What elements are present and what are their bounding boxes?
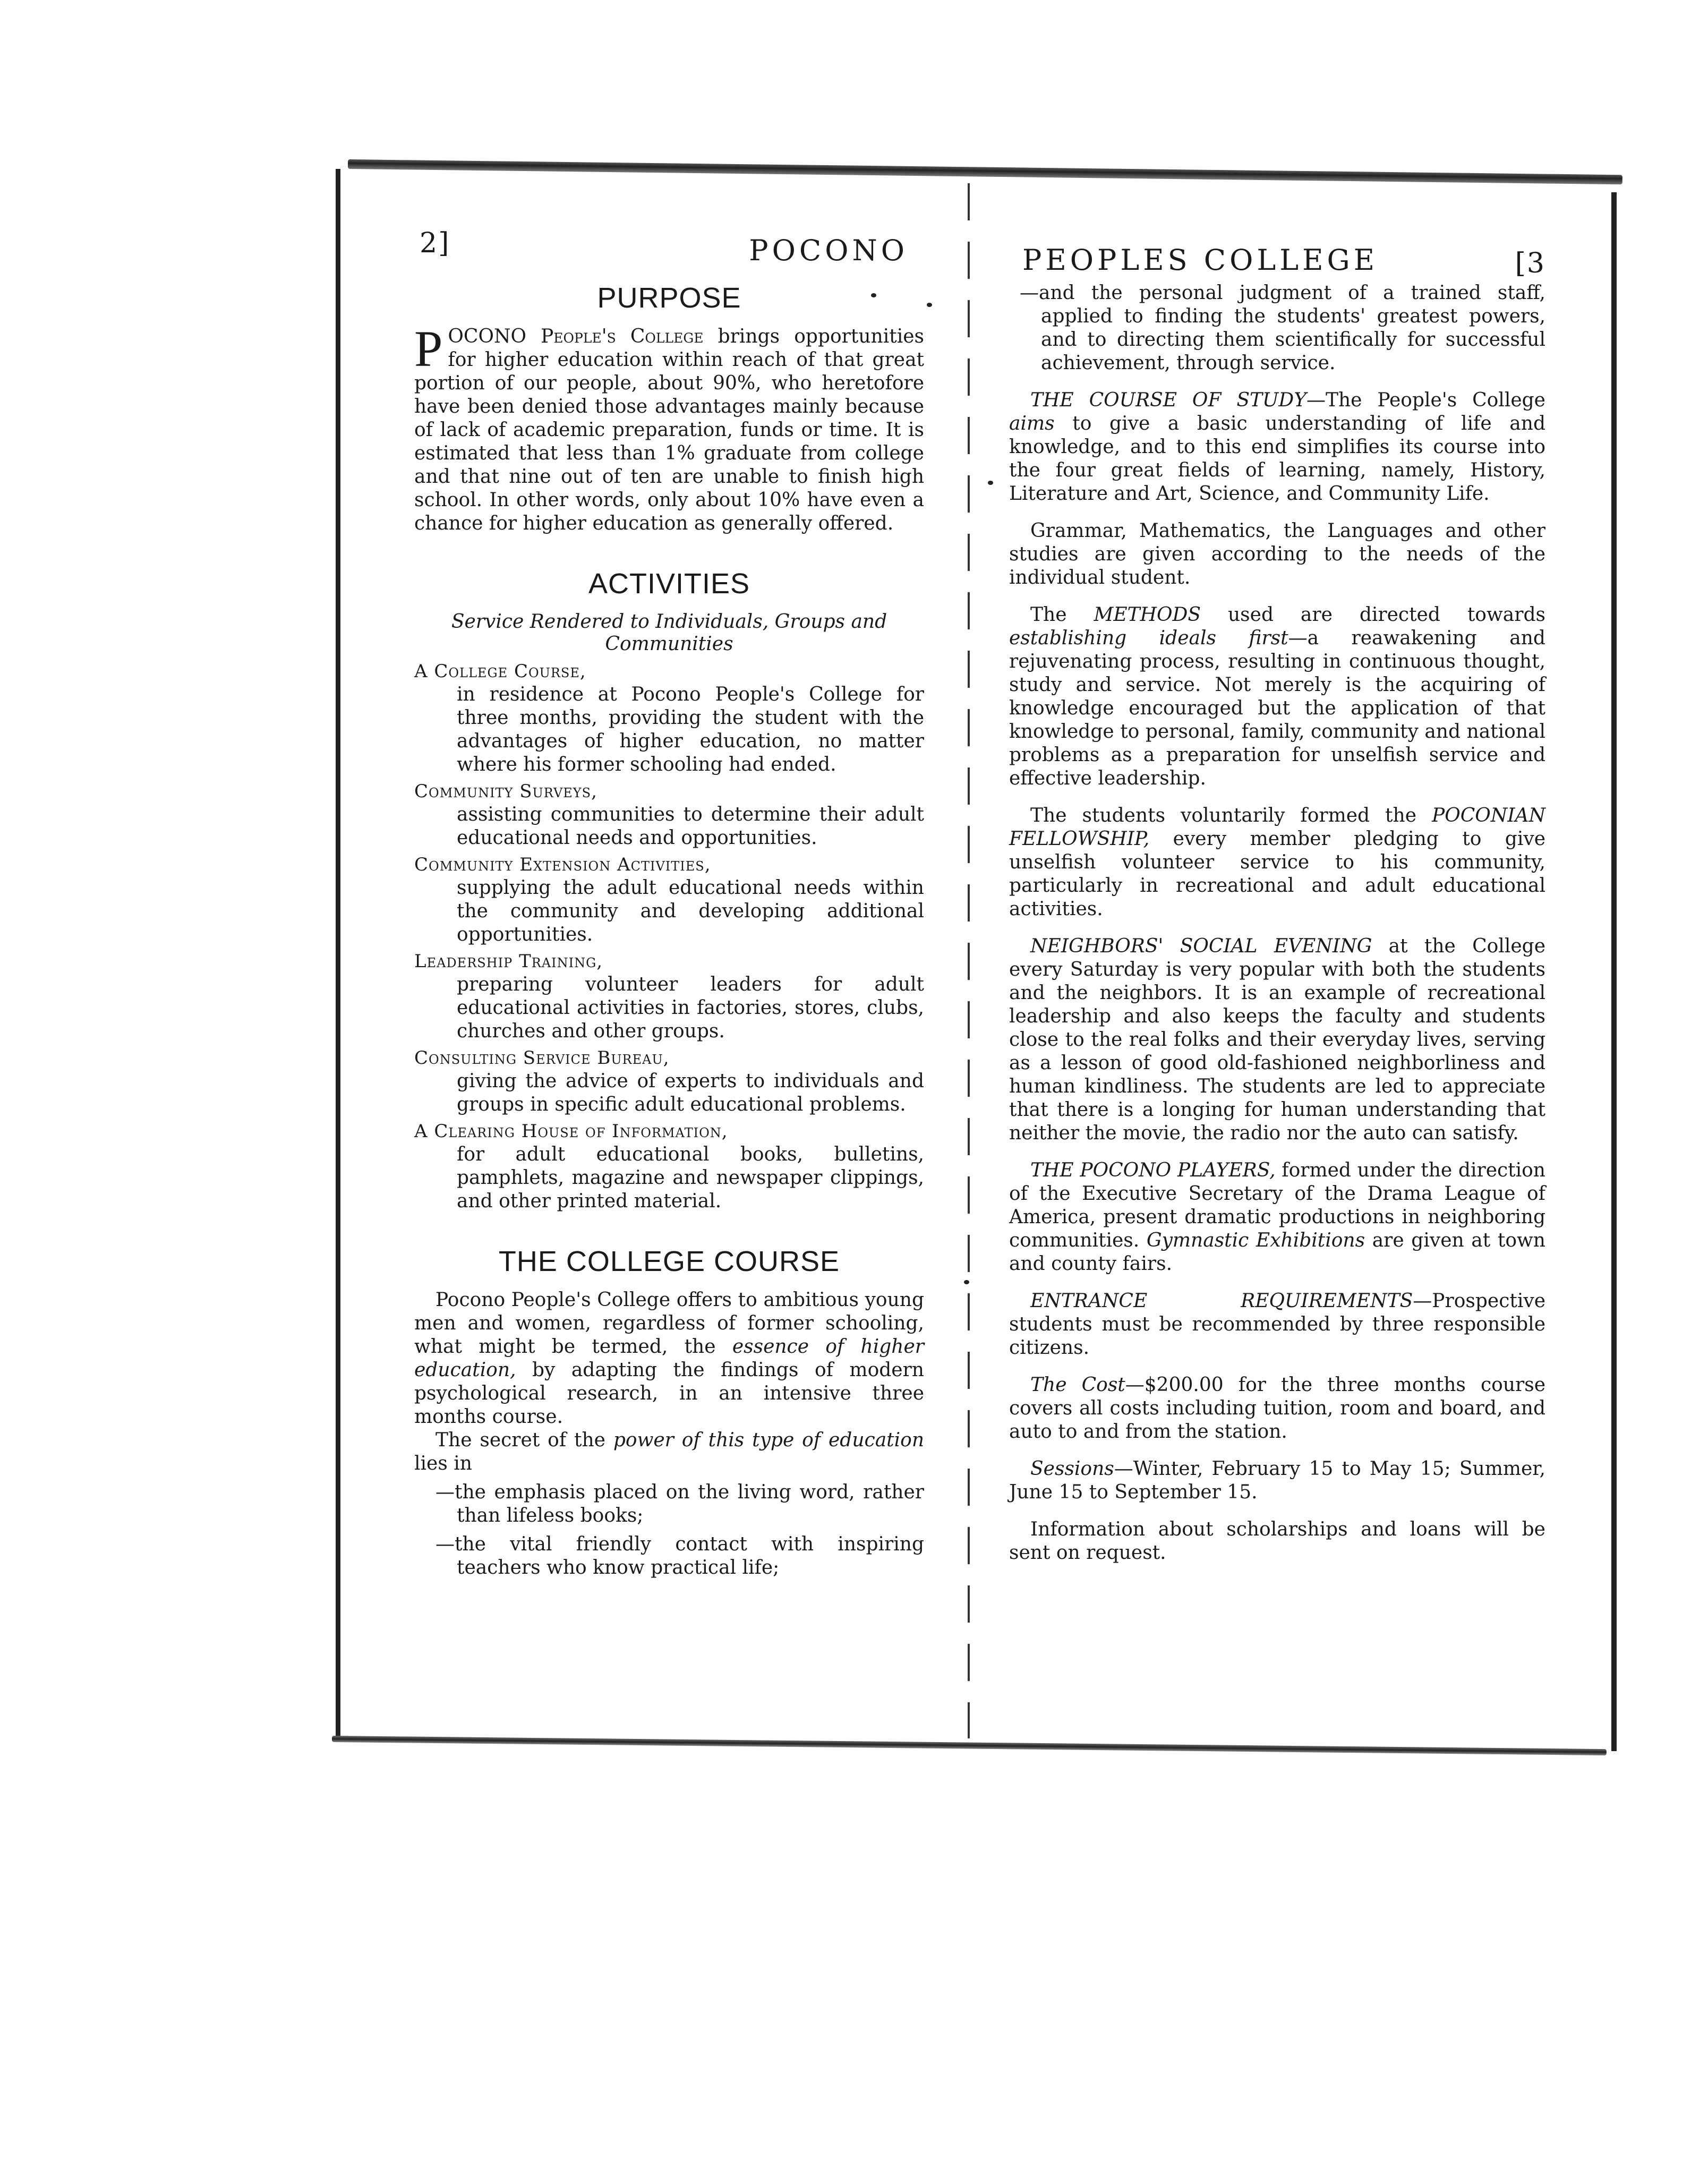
purpose-lead: OCONO People's College bbox=[448, 326, 704, 347]
activity-description: preparing volunteer leaders for adult educational activities in factories, stores, clubs, churches and other groups. bbox=[457, 974, 924, 1042]
left-page bbox=[414, 223, 924, 1580]
scan-page-edge-top bbox=[348, 159, 1622, 184]
scan-speck bbox=[927, 303, 932, 307]
continuation-bullet: —and the personal judgment of a trained staff, applied to finding the students' greatest powers, and to directing them scientifically for successful achievement, through service. bbox=[1020, 282, 1545, 374]
text-run: —$200.00 for the three months course covers all costs including tuition, room and board, and auto to and from the station. bbox=[1009, 1374, 1545, 1443]
fellowship-paragraph bbox=[1009, 804, 1545, 921]
text-run: Pocono People's College offers to ambitious young men and women, regardless of former schooling, what might be termed, the bbox=[414, 1289, 924, 1358]
scan-page-edge-right bbox=[1611, 192, 1617, 1751]
text-run: at the College every Saturday is very popular with both the students and the neighbors. It is an example of recreational leadership and also keeps the faculty and students close to the real folks and their everyday lives, serving as a lesson of good old-fashioned neighborliness and human kindliness. The students are led to appreciate that there is a longing for human understanding that neither the movie, the radio nor the auto can satisfy. bbox=[1009, 935, 1545, 1144]
scan-page-edge-bottom bbox=[332, 1736, 1607, 1755]
methods-paragraph bbox=[1009, 603, 1545, 790]
center-fold bbox=[968, 183, 970, 1738]
secret-bullet: —the vital friendly contact with inspiring teachers who know practical life; bbox=[435, 1533, 924, 1579]
page-number-right: [3 bbox=[1515, 248, 1545, 279]
activities-subheading: Service Rendered to Individuals, Groups and Communities bbox=[451, 611, 887, 655]
right-running-head bbox=[1009, 223, 1545, 281]
text-run: —a reawakening and rejuvenating process, resulting in continuous thought, study and service. Not merely is the acquiring of knowledge encouraged but the application of that knowledge to personal, family, community and national problems as a preparation for unselfish service and effective leadership. bbox=[1009, 627, 1545, 789]
section-lead: THE COURSE OF STUDY bbox=[1030, 389, 1306, 411]
secret-bullet: —the emphasis placed on the living word, rather than lifeless books; bbox=[435, 1481, 924, 1526]
activity-title: Consulting Service Bureau, bbox=[414, 1047, 670, 1069]
section-lead: THE POCONO PLAYERS, bbox=[1030, 1159, 1276, 1181]
text-run: lies in bbox=[414, 1453, 472, 1474]
text-run: The secret of the bbox=[435, 1429, 613, 1451]
scan-speck bbox=[964, 1280, 969, 1284]
text-run: The bbox=[1030, 604, 1094, 626]
right-page bbox=[1009, 223, 1545, 1579]
emphasis-text: establishing ideals first bbox=[1009, 627, 1288, 649]
text-run: —Winter, February 15 to May 15; Summer, June 15 to September 15. bbox=[1009, 1458, 1545, 1503]
college-course-paragraph bbox=[414, 1289, 924, 1429]
emphasis-text: power of this type of education bbox=[613, 1429, 924, 1451]
section-lead: POCONIAN FELLOWSHIP, bbox=[1009, 805, 1545, 850]
page-number-left: 2] bbox=[420, 227, 450, 259]
text-run: formed under the direction of the Executive Secretary of the Drama League of America, present dramatic productions in neighboring communities. bbox=[1009, 1159, 1545, 1251]
social-evening-paragraph bbox=[1009, 935, 1545, 1145]
secret-paragraph bbox=[414, 1429, 924, 1475]
cost-paragraph bbox=[1009, 1373, 1545, 1444]
activity-title: Community Surveys, bbox=[414, 781, 597, 802]
running-title-right: PEOPLES COLLEGE bbox=[1022, 243, 1379, 277]
text-run: —Prospective students must be recommended by three responsible citizens. bbox=[1009, 1290, 1545, 1359]
text-run: every member pledging to give unselfish volunteer service to his community, particularly in recreational and adult educational activities. bbox=[1009, 828, 1545, 920]
activity-title: Community Extension Activities, bbox=[414, 854, 711, 875]
purpose-text: brings opportunities for higher education within reach of that great portion of our people, about 90%, who heretofore have been denied those advantages mainly because of lack of academic preparation, funds or time. It is estimated that less than 1% graduate from college and that nine out of ten are unable to finish high school. In other words, only about 10% have even a chance for higher education as generally offered. bbox=[414, 326, 924, 534]
drop-cap: P bbox=[414, 320, 443, 377]
emphasis-text: essence of higher education, bbox=[414, 1336, 924, 1381]
text-run: by adapting the findings of modern psychological research, in an intensive three months course. bbox=[414, 1359, 924, 1428]
grammar-paragraph: Grammar, Mathematics, the Languages and other studies are given according to the needs of the individual student. bbox=[1009, 520, 1545, 588]
activities-list bbox=[414, 660, 924, 1213]
players-paragraph bbox=[1009, 1159, 1545, 1276]
purpose-paragraph bbox=[414, 320, 924, 535]
activity-description: assisting communities to determine their adult educational needs and opportunities. bbox=[457, 804, 924, 849]
section-lead: ENTRANCE REQUIREMENTS bbox=[1030, 1290, 1413, 1312]
activity-description: for adult educational books, bulletins, pamphlets, magazine and newspaper clippings, and other printed material. bbox=[457, 1144, 924, 1212]
section-lead: Sessions bbox=[1030, 1458, 1114, 1480]
scan-speck bbox=[988, 481, 993, 485]
section-lead: NEIGHBORS' SOCIAL EVENING bbox=[1030, 935, 1372, 957]
activity-title: Leadership Training, bbox=[414, 951, 603, 972]
running-title-left: POCONO bbox=[749, 234, 908, 267]
text-run: —The People's College bbox=[1306, 389, 1545, 411]
text-run: used are directed towards bbox=[1201, 604, 1545, 626]
college-course-heading: THE COLLEGE COURSE bbox=[498, 1245, 840, 1277]
text-run: are given at town and county fairs. bbox=[1009, 1230, 1545, 1275]
purpose-heading: PURPOSE bbox=[597, 282, 741, 314]
sessions-paragraph bbox=[1009, 1457, 1545, 1504]
left-running-head bbox=[414, 223, 924, 281]
activity-description: supplying the adult educational needs within the community and developing additional opportunities. bbox=[457, 877, 924, 945]
activities-heading: ACTIVITIES bbox=[588, 568, 750, 600]
section-lead: METHODS bbox=[1094, 604, 1201, 626]
emphasis-text: Gymnastic Exhibitions bbox=[1146, 1230, 1365, 1251]
text-run: to give a basic understanding of life and knowledge, and to this end simplifies its course into the four great fields of learning, namely, History, Literature and Art, Science, and Community Life. bbox=[1009, 413, 1545, 505]
text-run: The students voluntarily formed the bbox=[1030, 805, 1432, 826]
section-lead: The Cost bbox=[1030, 1374, 1125, 1396]
course-of-study-paragraph bbox=[1009, 389, 1545, 506]
entrance-paragraph bbox=[1009, 1290, 1545, 1360]
activity-description: in residence at Pocono People's College for three months, providing the student with the advantages of higher education, no matter where his former schooling had ended. bbox=[457, 684, 924, 775]
emphasis-text: aims bbox=[1009, 413, 1055, 434]
scan-page-edge-left bbox=[336, 169, 340, 1738]
activity-title: A Clearing House of Information, bbox=[414, 1121, 728, 1142]
activity-title: A College Course, bbox=[414, 661, 586, 682]
activity-description: giving the advice of experts to individuals and groups in specific adult educational problems. bbox=[457, 1070, 924, 1115]
info-paragraph: Information about scholarships and loans will be sent on request. bbox=[1009, 1518, 1545, 1564]
